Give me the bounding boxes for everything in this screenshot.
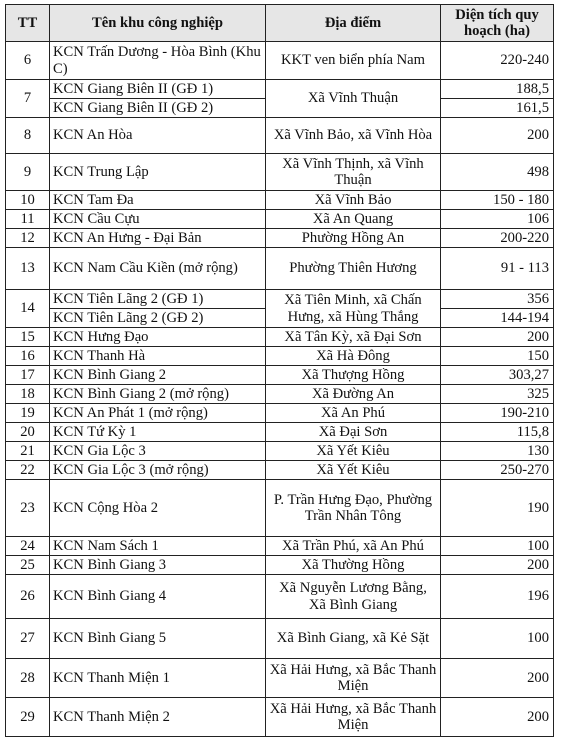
row-area: 190 xyxy=(441,480,554,537)
table-row xyxy=(6,366,554,385)
row-area: 150 xyxy=(441,347,554,366)
row-tt: 6 xyxy=(6,42,50,80)
industrial-zone-table xyxy=(5,4,554,737)
row-location: Xã Trần Phú, xã An Phú xyxy=(266,537,441,556)
row-area: 188,5 xyxy=(441,80,554,99)
row-area: 200 xyxy=(441,659,554,698)
row-tt: 15 xyxy=(6,328,50,347)
row-name: KCN An Phát 1 (mở rộng) xyxy=(50,404,266,423)
row-area: 200-220 xyxy=(441,229,554,248)
row-name: KCN Gia Lộc 3 (mở rộng) xyxy=(50,461,266,480)
row-location: Xã Vĩnh Bảo xyxy=(266,191,441,210)
table-row xyxy=(6,480,554,537)
row-tt: 19 xyxy=(6,404,50,423)
row-name: KCN Bình Giang 4 xyxy=(50,575,266,619)
row-area: 356 xyxy=(441,290,554,309)
row-area: 325 xyxy=(441,385,554,404)
row-location: Xã Hải Hưng, xã Bắc Thanh Miện xyxy=(266,659,441,698)
row-tt: 8 xyxy=(6,118,50,154)
row-name: KCN Hưng Đạo xyxy=(50,328,266,347)
row-location: Phường Hồng An xyxy=(266,229,441,248)
row-tt: 23 xyxy=(6,480,50,537)
table-row xyxy=(6,619,554,659)
row-name: KCN Giang Biên II (GĐ 2) xyxy=(50,99,266,118)
row-name: KCN Trung Lập xyxy=(50,154,266,191)
row-tt: 29 xyxy=(6,698,50,737)
row-area: 150 - 180 xyxy=(441,191,554,210)
row-area: 130 xyxy=(441,442,554,461)
row-area: 100 xyxy=(441,619,554,659)
row-tt: 10 xyxy=(6,191,50,210)
row-location: KKT ven biển phía Nam xyxy=(266,42,441,80)
row-name: KCN Giang Biên II (GĐ 1) xyxy=(50,80,266,99)
header-area: Diện tích quy hoạch (ha) xyxy=(441,5,554,42)
row-area: 220-240 xyxy=(441,42,554,80)
row-name: KCN Thanh Miện 1 xyxy=(50,659,266,698)
row-name: KCN An Hưng - Đại Bản xyxy=(50,229,266,248)
row-area: 200 xyxy=(441,118,554,154)
table-row xyxy=(6,537,554,556)
row-area: 303,27 xyxy=(441,366,554,385)
row-location: Xã Yết Kiêu xyxy=(266,442,441,461)
row-name: KCN Tiên Lãng 2 (GĐ 1) xyxy=(50,290,266,309)
row-tt: 27 xyxy=(6,619,50,659)
row-name: KCN Thanh Miện 2 xyxy=(50,698,266,737)
row-name: KCN Bình Giang 2 xyxy=(50,366,266,385)
row-location: Xã Thường Hồng xyxy=(266,556,441,575)
row-name: KCN Tứ Kỳ 1 xyxy=(50,423,266,442)
table-row xyxy=(6,42,554,80)
row-name: KCN Tam Đa xyxy=(50,191,266,210)
row-tt: 7 xyxy=(6,80,50,118)
table-row xyxy=(6,461,554,480)
row-area: 115,8 xyxy=(441,423,554,442)
row-name: KCN Thanh Hà xyxy=(50,347,266,366)
row-tt: 13 xyxy=(6,248,50,290)
row-tt: 12 xyxy=(6,229,50,248)
row-location: Xã An Phú xyxy=(266,404,441,423)
table-row xyxy=(6,290,554,309)
row-location: Xã Yết Kiêu xyxy=(266,461,441,480)
table-row xyxy=(6,659,554,698)
table-header-row xyxy=(6,5,554,42)
table-row xyxy=(6,328,554,347)
row-location: Phường Thiên Hương xyxy=(266,248,441,290)
row-area: 498 xyxy=(441,154,554,191)
row-area: 196 xyxy=(441,575,554,619)
header-location: Địa điểm xyxy=(266,5,441,42)
row-tt: 18 xyxy=(6,385,50,404)
row-area: 91 - 113 xyxy=(441,248,554,290)
row-tt: 26 xyxy=(6,575,50,619)
row-tt: 22 xyxy=(6,461,50,480)
row-name: KCN Bình Giang 2 (mở rộng) xyxy=(50,385,266,404)
row-name: KCN Cộng Hòa 2 xyxy=(50,480,266,537)
row-location: Xã Tiên Minh, xã Chấn Hưng, xã Hùng Thắng xyxy=(266,290,441,328)
row-area: 250-270 xyxy=(441,461,554,480)
row-name: KCN An Hòa xyxy=(50,118,266,154)
row-location: Xã An Quang xyxy=(266,210,441,229)
row-tt: 9 xyxy=(6,154,50,191)
row-location: Xã Hải Hưng, xã Bắc Thanh Miện xyxy=(266,698,441,737)
table-row xyxy=(6,80,554,99)
table-row xyxy=(6,698,554,737)
table-row xyxy=(6,556,554,575)
row-name: KCN Gia Lộc 3 xyxy=(50,442,266,461)
row-location: Xã Hà Đông xyxy=(266,347,441,366)
row-name: KCN Bình Giang 3 xyxy=(50,556,266,575)
row-location: Xã Tân Kỳ, xã Đại Sơn xyxy=(266,328,441,347)
row-tt: 28 xyxy=(6,659,50,698)
table-row xyxy=(6,423,554,442)
row-name: KCN Trấn Dương - Hòa Bình (Khu C) xyxy=(50,42,266,80)
row-tt: 24 xyxy=(6,537,50,556)
row-name: KCN Bình Giang 5 xyxy=(50,619,266,659)
row-area: 190-210 xyxy=(441,404,554,423)
row-tt: 21 xyxy=(6,442,50,461)
row-location: Xã Bình Giang, xã Kẻ Sặt xyxy=(266,619,441,659)
row-name: KCN Cầu Cựu xyxy=(50,210,266,229)
row-location: P. Trần Hưng Đạo, Phường Trần Nhân Tông xyxy=(266,480,441,537)
header-tt: TT xyxy=(6,5,50,42)
row-location: Xã Vĩnh Thuận xyxy=(266,80,441,118)
table-row xyxy=(6,118,554,154)
row-tt: 25 xyxy=(6,556,50,575)
header-name: Tên khu công nghiệp xyxy=(50,5,266,42)
row-location: Xã Vĩnh Thịnh, xã Vĩnh Thuận xyxy=(266,154,441,191)
row-tt: 20 xyxy=(6,423,50,442)
table-row xyxy=(6,347,554,366)
document-page xyxy=(5,4,554,737)
row-location: Xã Đại Sơn xyxy=(266,423,441,442)
table-row xyxy=(6,229,554,248)
row-location: Xã Nguyễn Lương Bằng, Xã Bình Giang xyxy=(266,575,441,619)
table-row xyxy=(6,442,554,461)
row-area: 200 xyxy=(441,556,554,575)
table-row xyxy=(6,404,554,423)
row-area: 200 xyxy=(441,328,554,347)
table-row xyxy=(6,154,554,191)
table-row xyxy=(6,385,554,404)
row-location: Xã Đường An xyxy=(266,385,441,404)
table-row xyxy=(6,575,554,619)
row-area: 200 xyxy=(441,698,554,737)
row-location: Xã Thượng Hồng xyxy=(266,366,441,385)
row-tt: 11 xyxy=(6,210,50,229)
row-tt: 17 xyxy=(6,366,50,385)
row-area: 100 xyxy=(441,537,554,556)
table-row xyxy=(6,248,554,290)
table-row xyxy=(6,210,554,229)
row-name: KCN Nam Cầu Kiền (mở rộng) xyxy=(50,248,266,290)
table-row xyxy=(6,191,554,210)
row-name: KCN Nam Sách 1 xyxy=(50,537,266,556)
row-location: Xã Vĩnh Bảo, xã Vĩnh Hòa xyxy=(266,118,441,154)
row-area: 161,5 xyxy=(441,99,554,118)
row-area: 144-194 xyxy=(441,309,554,328)
row-area: 106 xyxy=(441,210,554,229)
row-tt: 14 xyxy=(6,290,50,328)
row-tt: 16 xyxy=(6,347,50,366)
row-name: KCN Tiên Lãng 2 (GĐ 2) xyxy=(50,309,266,328)
